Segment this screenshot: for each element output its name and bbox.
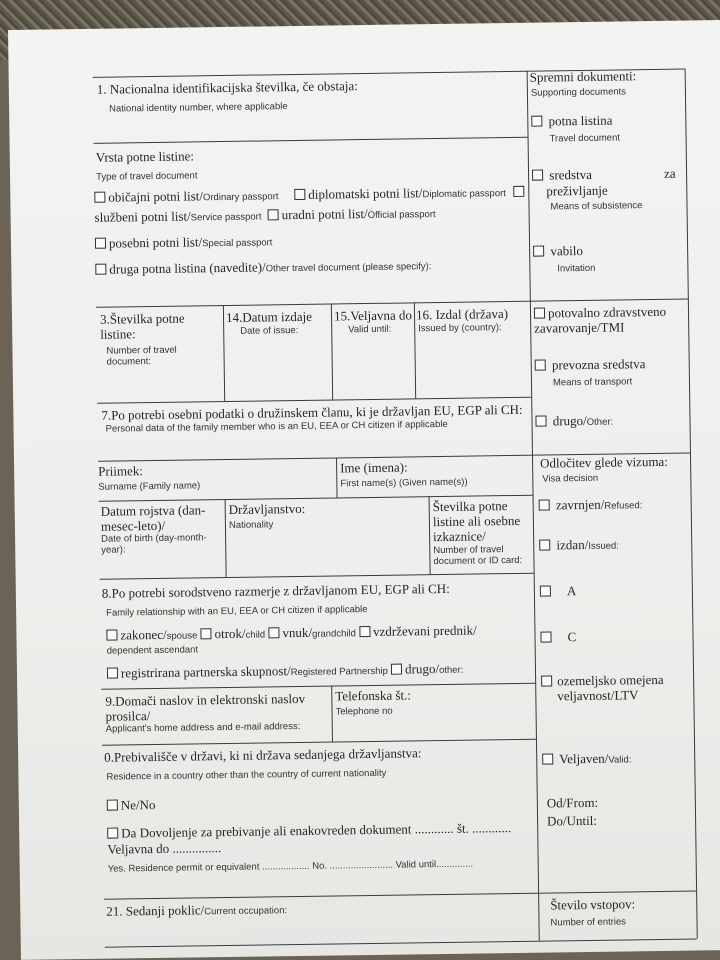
id-number-label: Številka potne listine ali osebne izkaznice/ — [432, 498, 521, 544]
partnership-checkbox[interactable] — [107, 668, 118, 679]
residence-sub: Residence in a country other than the country of current nationality — [106, 767, 387, 783]
refused-checkbox[interactable] — [539, 499, 550, 510]
decision-issued[interactable]: izdan/Issued: — [539, 538, 619, 554]
other-doc-checkbox[interactable] — [95, 264, 106, 275]
residence-no-option[interactable]: Ne/No — [107, 798, 156, 814]
valid-until-side-label: Do/Until: — [546, 812, 598, 829]
divider-q8 — [101, 683, 535, 690]
option-service-passport[interactable]: službeni potni list/Service passport uradni potni list/Official passport — [94, 205, 436, 225]
national-id-sub: National identity number, where applicable — [109, 101, 288, 115]
travel-document-checkbox[interactable] — [531, 116, 542, 127]
transport-sub: Means of transport — [552, 376, 633, 389]
subsistence-za: za — [663, 165, 676, 181]
ordinary-checkbox[interactable] — [94, 192, 105, 203]
divider-row3-b — [331, 304, 333, 400]
issued-checkbox[interactable] — [539, 539, 550, 550]
family-member-label: 7.Po potrebi osebni podatki o družinskem članu, ki je državljan EU, EGP ali CH: — [101, 401, 523, 423]
divider-phone — [331, 686, 333, 742]
residence-yes-checkbox[interactable] — [107, 828, 118, 839]
issue-date-sub: Date of issue: — [240, 324, 299, 337]
special-checkbox[interactable] — [95, 238, 106, 249]
diplomatic-checkbox[interactable] — [294, 189, 305, 200]
phone-sub: Telephone no — [335, 705, 393, 718]
residence-valid-until: Veljavna do ............... — [107, 840, 222, 857]
decision-ltv[interactable] — [541, 674, 555, 689]
nationality-label: Državljanstvo: — [228, 500, 306, 517]
doc-number-sub: Number of travel document: — [106, 344, 177, 368]
issued-by-sub: Issued by (country): — [418, 322, 502, 335]
grandchild-checkbox[interactable] — [268, 627, 279, 638]
invitation-checkbox[interactable] — [533, 246, 544, 257]
relationship-other-checkbox[interactable] — [391, 664, 402, 675]
entries-sub: Number of entries — [550, 916, 627, 929]
supporting-docs-sub: Supporting documents — [530, 86, 627, 99]
form-right-border — [685, 69, 698, 939]
side-subsistence[interactable]: sredstva — [532, 168, 592, 184]
ltv-checkbox[interactable] — [541, 675, 552, 686]
decision-type-a[interactable]: A — [540, 584, 577, 599]
doc-type-sub: Type of travel document — [95, 170, 198, 183]
subsistence-line2: preživljanje — [546, 182, 608, 199]
national-id-label: 1. Nacionalna identifikacijska številka, če obstaja: — [96, 78, 358, 97]
visa-decision-sub: Visa decision — [542, 472, 599, 485]
decision-type-c[interactable]: C — [540, 630, 576, 645]
doc-number-label: 3.Številka potne listine: — [99, 310, 185, 342]
option-ordinary-passport[interactable]: običajni potni list/Ordinary passport — [94, 188, 278, 206]
type-a-checkbox[interactable] — [540, 585, 551, 596]
type-c-checkbox[interactable] — [540, 631, 551, 642]
side-insurance[interactable]: potovalno zdravstveno zavarovanje/TMI — [534, 303, 667, 336]
occupation-label: 21. Sedanji poklic/Current occupation: — [106, 902, 288, 919]
residence-no-checkbox[interactable] — [107, 800, 118, 811]
ltv-label: ozemeljsko omejena veljavnost/LTV — [557, 671, 664, 704]
relationship-sub: Family relationship with an EU, EEA or CH citizen if applicable — [106, 604, 368, 619]
divider-dob — [225, 499, 227, 577]
side-invitation[interactable]: vabilo — [533, 244, 583, 260]
relationship-label: 8.Po potrebi sorodstveno razmerje z državljanom EU, EGP ali CH: — [101, 580, 450, 601]
side-other[interactable]: drugo/Other: — [535, 414, 613, 430]
divider-nationality — [429, 496, 431, 574]
option-special-passport[interactable]: posebni potni list/Special passport — [95, 234, 273, 251]
valid-until-sub: Valid until: — [348, 323, 392, 336]
decision-valid[interactable]: Veljaven/Valid: — [542, 751, 631, 767]
entries-label: Število vstopov: — [550, 896, 636, 913]
first-name-label: Ime (imena): — [340, 459, 408, 476]
insurance-checkbox[interactable] — [534, 308, 545, 319]
valid-until-label: 15.Veljavna do — [333, 307, 413, 324]
divider-row3-a — [223, 305, 225, 401]
dob-sub: Date of birth (day-month-year): — [101, 532, 207, 556]
invitation-sub: Invitation — [557, 262, 596, 275]
issued-by-label: 16. Izdal (država) — [415, 306, 509, 323]
first-name-sub: First name(s) (Given name(s)) — [340, 476, 468, 490]
travel-document-sub: Travel document — [549, 132, 621, 145]
issue-date-label: 14.Datum izdaje — [225, 308, 313, 325]
valid-from-label: Od/From: — [546, 794, 599, 811]
partnership-options: registrirana partnerska skupnost/Registered Partnership drugo/other: — [107, 662, 464, 682]
supporting-docs-label: Spremni dokumenti: — [529, 68, 637, 85]
side-travel-document[interactable]: potna listina — [531, 114, 612, 130]
side-other-checkbox[interactable] — [535, 416, 546, 427]
surname-sub: Surname (Family name) — [98, 480, 201, 493]
dependent-checkbox[interactable] — [359, 626, 370, 637]
family-member-sub: Personal data of the family member who is an EU, EEA or CH citizen if applicable — [105, 418, 448, 435]
nationality-sub: Nationality — [228, 519, 274, 531]
service-checkbox[interactable] — [513, 186, 524, 197]
spouse-checkbox[interactable] — [106, 630, 117, 641]
option-diplomatic-passport[interactable]: diplomatski potni list/Diplomatic passport — [294, 185, 527, 203]
relationship-options: zakonec/spouse otrok/child vnuk/grandchild vzdrževani prednik/ — [106, 624, 476, 644]
child-checkbox[interactable] — [200, 628, 211, 639]
residence-yes-sub: Yes. Residence permit or equivalent .................. No. ........................ Valid until.............. — [107, 858, 474, 875]
visa-decision-label: Odločitev glede vizuma: — [539, 453, 668, 471]
divider-q1 — [94, 137, 528, 144]
surname-label: Priimek: — [98, 463, 144, 479]
transport-checkbox[interactable] — [535, 360, 546, 371]
form-bottom-border — [105, 938, 697, 947]
dob-label: Datum rojstva (dan-mesec-leto)/ — [100, 502, 206, 534]
dependent-ascendant-sub: dependent ascendant — [106, 644, 199, 657]
valid-checkbox[interactable] — [542, 753, 553, 764]
decision-refused[interactable]: zavrnjen/Refused: — [539, 497, 643, 513]
subsistence-checkbox[interactable] — [532, 170, 543, 181]
doc-type-label: Vrsta potne listine: — [95, 148, 195, 165]
divider-q9 — [102, 739, 536, 746]
home-address-sub: Applicant's home address and e-mail address: — [105, 720, 301, 735]
residence-label: 0.Prebivališče v državi, ki ni država sedanjega državljanstva: — [104, 745, 422, 765]
side-transport[interactable]: prevozna sredstva — [535, 357, 646, 373]
home-address-label: 9.Domači naslov in elektronski naslov prosilca/ — [105, 690, 306, 724]
option-other-document[interactable]: druga potna listina (navedite)/Other travel document (please specify): — [95, 258, 431, 278]
subsistence-sub: Means of subsistence — [550, 200, 643, 213]
divider-family-row — [100, 573, 534, 580]
phone-label: Telefonska št.: — [335, 687, 412, 704]
id-number-sub: Number of travel document or ID card: — [433, 544, 523, 568]
visa-application-form — [8, 20, 720, 960]
official-checkbox[interactable] — [268, 209, 279, 220]
residence-yes-option[interactable]: Da Dovoljenje za prebivanje ali enakovreden dokument ............ št. ............ — [107, 821, 511, 842]
divider-names — [336, 457, 338, 497]
